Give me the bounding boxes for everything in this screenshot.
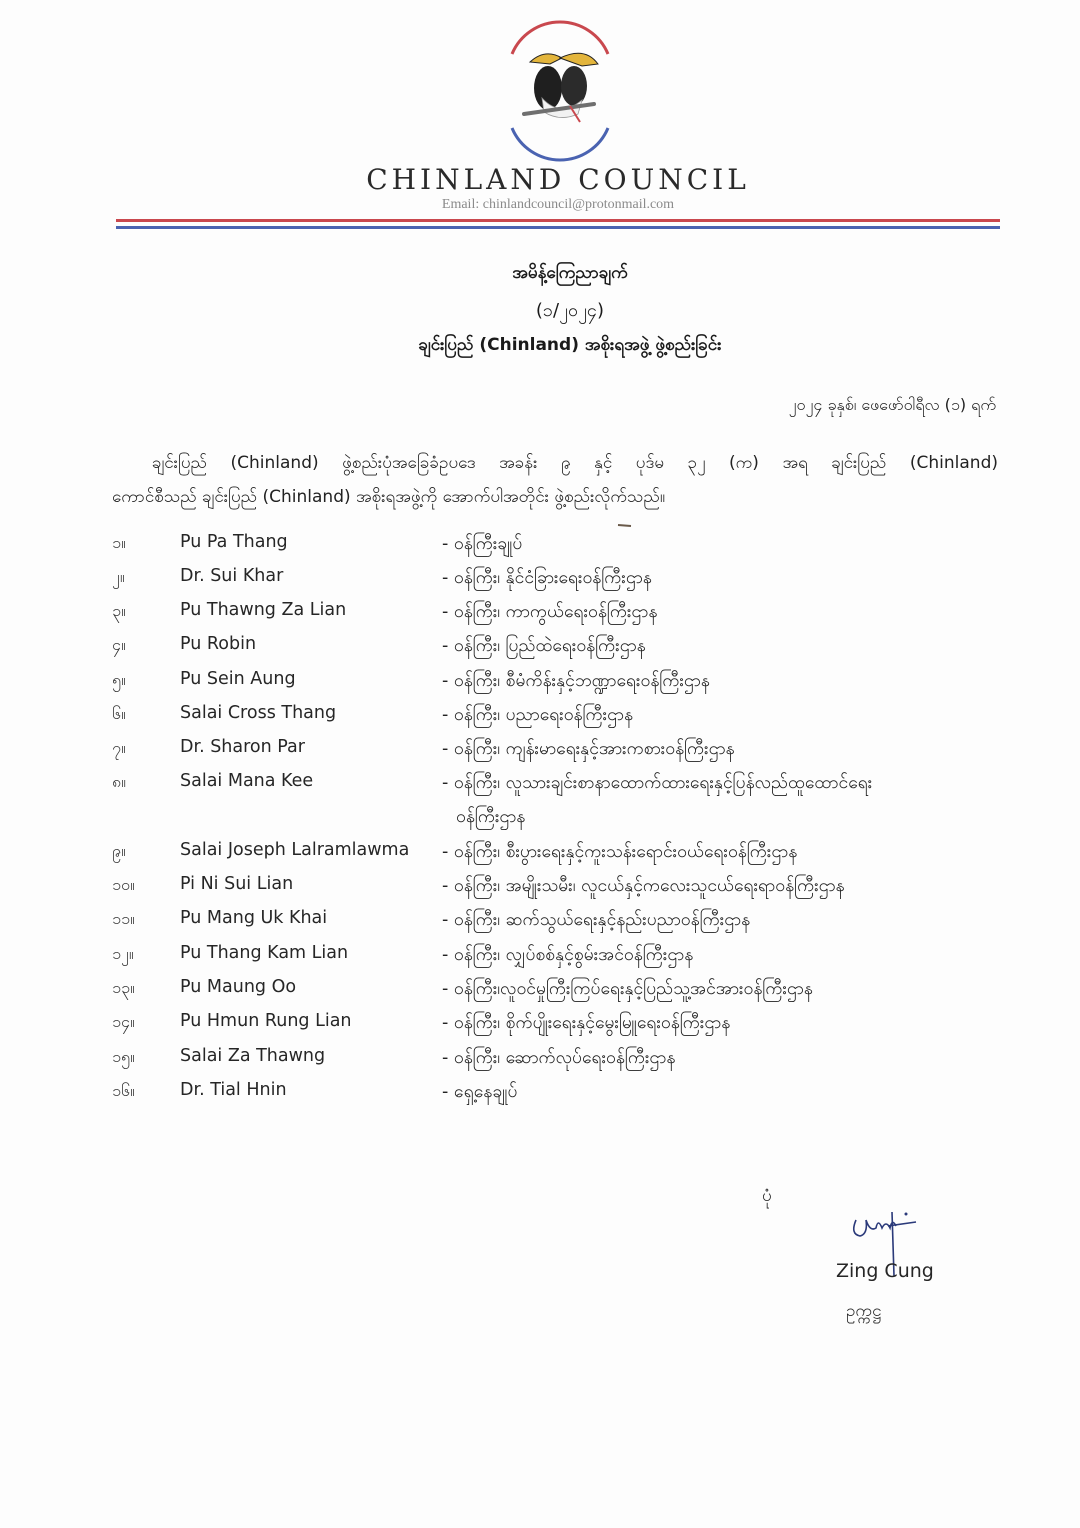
member-name: Dr. Sui Khar [180,566,284,586]
organization-email: Email: chinlandcouncil@protonmail.com [441,197,675,212]
order-number: (၁/၂၀၂၄) [535,300,605,321]
member-number: ၃။ [112,601,126,620]
member-role: - ဝန်ကြီး၊ ဆက်သွယ်ရေးနှင့်နည်းပညာဝန်ကြီးဌာန [442,910,751,930]
signer-name: Zing Cung [836,1260,934,1282]
member-name: Dr. Sharon Par [180,737,305,757]
header-rule-blue [116,226,1000,229]
member-role: - ဝန်ကြီး၊လူဝင်မှုကြီးကြပ်ရေးနှင့်ပြည်သူ့အင်အားဝန်ကြီးဌာန [442,979,813,999]
body-paragraph [112,446,998,514]
member-role: - ဝန်ကြီး၊ အမျိုးသမီး၊ လူငယ်နှင့်ကလေးသူငယ်ရေးရာဝန်ကြီးဌာန [442,876,845,896]
member-name: Salai Joseph Lalramlawma [180,840,410,860]
member-number: ၁၄။ [112,1012,135,1031]
member-number: ၁၆။ [112,1081,135,1100]
member-role: - ဝန်ကြီး၊ စီမံကိန်းနှင့်ဘဏ္ဍာရေးဝန်ကြီးဌာန [442,671,710,691]
organization-name: CHINLAND COUNCIL [366,163,750,196]
hornbill-logo-icon [490,18,630,168]
member-name: Dr. Tial Hnin [180,1080,287,1100]
member-number: ၅။ [112,670,126,689]
member-number: ၉။ [112,841,126,860]
member-name: Pu Maung Oo [180,977,297,997]
member-name: Pu Thang Kam Lian [180,943,349,963]
member-name: Salai Za Thawng [180,1046,326,1066]
member-name: Pu Hmun Rung Lian [180,1011,352,1031]
member-name: Pu Robin [180,634,257,654]
signature-prefix: ပုံ [762,1186,772,1206]
member-number: ၂။ [112,567,125,586]
member-role: - ဝန်ကြီး၊ လျှပ်စစ်နှင့်စွမ်းအင်ဝန်ကြီးဌာန [442,945,694,965]
member-role: - ဝန်ကြီးချုပ် [442,534,523,554]
member-name: Salai Mana Kee [180,771,314,791]
member-role: - ဝန်ကြီး၊ ဆောက်လုပ်ရေးဝန်ကြီးဌာန [442,1048,676,1068]
member-role: - ဝန်ကြီး၊ စီးပွားရေးနှင့်ကူးသန်းရောင်းဝယ်ရေးဝန်ကြီးဌာန [442,842,798,862]
body-line-1: ချင်းပြည် (Chinland) ဖွဲ့စည်းပုံအခြေခံဥပဒေ အခန်း ၉ နှင့် ပုဒ်မ ၃၂ (က) အရ ချင်းပြည် (Chinland) [152,453,998,473]
header-rule-red [116,219,1000,222]
document-subject: ချင်းပြည် (Chinland) အစိုးရအဖွဲ့ ဖွဲ့စည်းခြင်း [418,335,722,355]
member-role: - ရှေ့နေချုပ် [442,1082,518,1102]
member-number: ၁၂။ [112,944,134,963]
member-role: - ဝန်ကြီး၊ ပြည်ထဲရေးဝန်ကြီးဌာန [442,636,646,656]
member-number: ၁၅။ [112,1047,135,1066]
body-line-2: ကောင်စီသည် ချင်းပြည် (Chinland) အစိုးရအဖွဲ့ကို အောက်ပါအတိုင်း ဖွဲ့စည်းလိုက်သည်။ [112,487,665,507]
member-number: ၁၁။ [112,909,135,928]
document-date: ၂၀၂၄ ခုနှစ်၊ ဖေဖော်ဝါရီလ (၁) ရက် [788,395,996,414]
document-title: အမိန့်ကြေညာချက် [512,263,628,283]
member-role: - ဝန်ကြီး၊ ကာကွယ်ရေးဝန်ကြီးဌာန [442,602,658,622]
member-name: Salai Cross Thang [180,703,337,723]
member-number: ၁၃။ [112,978,135,997]
signer-title: ဥက္ကဋ္ဌ [846,1301,882,1321]
member-role: - ဝန်ကြီး၊ နိုင်ငံခြားရေးဝန်ကြီးဌာန [442,568,652,588]
member-number: ၆။ [112,704,126,723]
member-name: Pu Thawng Za Lian [180,600,347,620]
member-number: ၄။ [112,635,126,654]
member-name: Pu Pa Thang [180,532,288,552]
member-role: - ဝန်ကြီး၊ စိုက်ပျိုးရေးနှင့်မွေးမြူရေးဝန်ကြီးဌာန [442,1013,731,1033]
member-role: - ဝန်ကြီး၊ လူသားချင်းစာနာထောက်ထားရေးနှင့်ပြန်လည်ထူထောင်ရေး [442,773,873,793]
member-number: ၁၀။ [112,875,135,894]
member-role-continued: ဝန်ကြီးဌာန [456,807,526,827]
member-name: Pu Sein Aung [180,669,296,689]
member-role: - ဝန်ကြီး၊ ကျန်းမာရေးနှင့်အားကစားဝန်ကြီးဌာန [442,739,735,759]
member-number: ၈။ [112,772,126,791]
member-number: ၁။ [112,533,126,552]
member-name: Pu Mang Uk Khai [180,908,328,928]
member-name: Pi Ni Sui Lian [180,874,294,894]
ink-smudge-mark [617,523,633,528]
member-role: - ဝန်ကြီး၊ ပညာရေးဝန်ကြီးဌာန [442,705,634,725]
member-number: ၇။ [112,738,126,757]
